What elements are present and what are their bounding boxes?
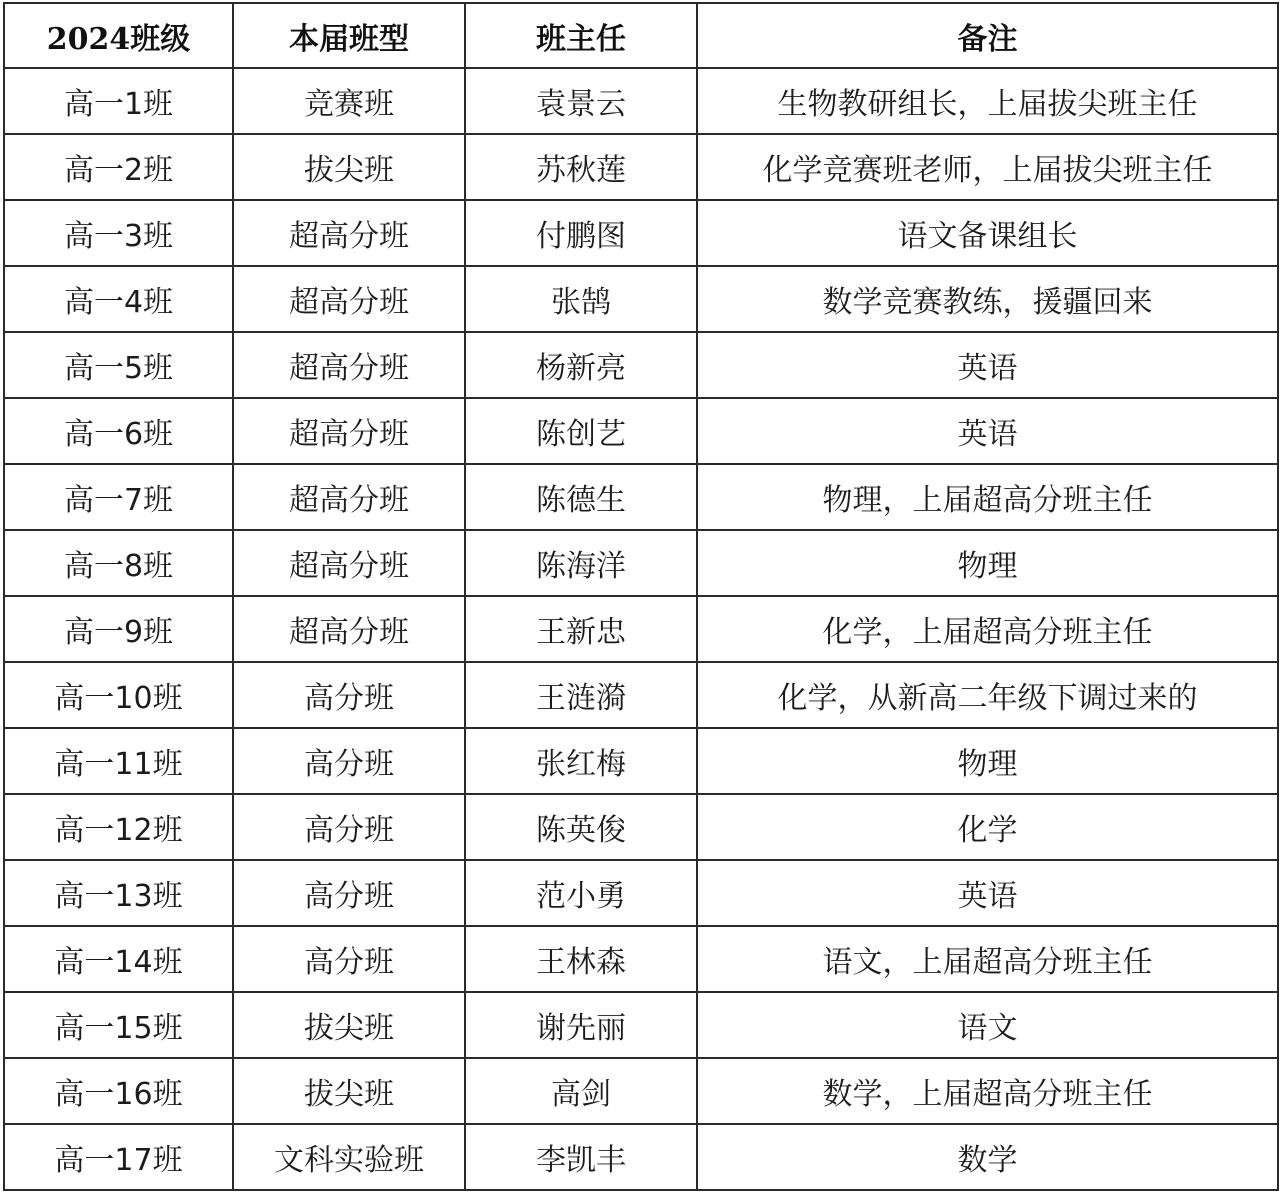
cell-class-type: 高分班: [233, 926, 465, 992]
table-row: [4, 464, 1278, 530]
cell-class-type: 高分班: [233, 662, 465, 728]
cell-remarks: 化学，从新高二年级下调过来的: [697, 662, 1278, 728]
cell-head-teacher: 张鹄: [465, 266, 697, 332]
cell-remarks: 生物教研组长，上届拔尖班主任: [697, 68, 1278, 134]
cell-class: 高一3班: [4, 200, 233, 266]
header-class: 2024班级: [4, 3, 233, 68]
table-row: [4, 860, 1278, 926]
header-class-type: 本届班型: [233, 3, 465, 68]
table-row: [4, 662, 1278, 728]
cell-remarks: 数学竞赛教练，援疆回来: [697, 266, 1278, 332]
cell-class-type: 超高分班: [233, 596, 465, 662]
cell-head-teacher: 袁景云: [465, 68, 697, 134]
cell-class: 高一13班: [4, 860, 233, 926]
cell-remarks: 英语: [697, 398, 1278, 464]
cell-head-teacher: 陈英俊: [465, 794, 697, 860]
cell-class: 高一4班: [4, 266, 233, 332]
cell-class: 高一11班: [4, 728, 233, 794]
table-row: [4, 530, 1278, 596]
table-body: [4, 68, 1278, 1190]
cell-class: 高一7班: [4, 464, 233, 530]
cell-class-type: 超高分班: [233, 398, 465, 464]
cell-remarks: 化学: [697, 794, 1278, 860]
cell-class-type: 拔尖班: [233, 992, 465, 1058]
cell-remarks: 数学，上届超高分班主任: [697, 1058, 1278, 1124]
cell-remarks: 物理: [697, 728, 1278, 794]
cell-head-teacher: 陈创艺: [465, 398, 697, 464]
cell-head-teacher: 范小勇: [465, 860, 697, 926]
cell-head-teacher: 张红梅: [465, 728, 697, 794]
cell-head-teacher: 付鹏图: [465, 200, 697, 266]
cell-class: 高一6班: [4, 398, 233, 464]
cell-class: 高一15班: [4, 992, 233, 1058]
table-row: [4, 794, 1278, 860]
table-row: [4, 596, 1278, 662]
cell-class: 高一9班: [4, 596, 233, 662]
table-row: [4, 926, 1278, 992]
table-row: [4, 68, 1278, 134]
cell-head-teacher: 杨新亮: [465, 332, 697, 398]
table-row: [4, 728, 1278, 794]
cell-head-teacher: 王新忠: [465, 596, 697, 662]
cell-class-type: 拔尖班: [233, 134, 465, 200]
table-row: [4, 134, 1278, 200]
cell-head-teacher: 谢先丽: [465, 992, 697, 1058]
cell-class: 高一16班: [4, 1058, 233, 1124]
cell-class-type: 竞赛班: [233, 68, 465, 134]
cell-remarks: 数学: [697, 1124, 1278, 1190]
cell-head-teacher: 陈海洋: [465, 530, 697, 596]
table-row: [4, 1058, 1278, 1124]
cell-remarks: 物理: [697, 530, 1278, 596]
cell-remarks: 英语: [697, 332, 1278, 398]
table-row: [4, 992, 1278, 1058]
cell-class-type: 高分班: [233, 728, 465, 794]
cell-class-type: 超高分班: [233, 464, 465, 530]
cell-remarks: 化学，上届超高分班主任: [697, 596, 1278, 662]
table-row: [4, 266, 1278, 332]
table-row: [4, 200, 1278, 266]
cell-class: 高一12班: [4, 794, 233, 860]
cell-remarks: 语文备课组长: [697, 200, 1278, 266]
table-header-row: [4, 3, 1278, 68]
table-row: [4, 332, 1278, 398]
cell-class: 高一1班: [4, 68, 233, 134]
cell-class: 高一17班: [4, 1124, 233, 1190]
cell-class-type: 高分班: [233, 794, 465, 860]
header-head-teacher: 班主任: [465, 3, 697, 68]
cell-class-type: 文科实验班: [233, 1124, 465, 1190]
cell-head-teacher: 李凯丰: [465, 1124, 697, 1190]
cell-class: 高一14班: [4, 926, 233, 992]
cell-class: 高一10班: [4, 662, 233, 728]
cell-class-type: 超高分班: [233, 200, 465, 266]
table-row: [4, 1124, 1278, 1190]
cell-remarks: 英语: [697, 860, 1278, 926]
cell-class: 高一2班: [4, 134, 233, 200]
class-teacher-table: [3, 2, 1279, 1191]
cell-head-teacher: 王林森: [465, 926, 697, 992]
table-row: [4, 398, 1278, 464]
cell-class-type: 拔尖班: [233, 1058, 465, 1124]
cell-class-type: 高分班: [233, 860, 465, 926]
cell-head-teacher: 王涟漪: [465, 662, 697, 728]
cell-class: 高一8班: [4, 530, 233, 596]
cell-class-type: 超高分班: [233, 266, 465, 332]
cell-class-type: 超高分班: [233, 530, 465, 596]
cell-head-teacher: 高剑: [465, 1058, 697, 1124]
cell-head-teacher: 陈德生: [465, 464, 697, 530]
class-teacher-table-sheet: [3, 2, 1277, 1199]
cell-head-teacher: 苏秋莲: [465, 134, 697, 200]
cell-remarks: 化学竞赛班老师，上届拔尖班主任: [697, 134, 1278, 200]
cell-class: 高一5班: [4, 332, 233, 398]
cell-class-type: 超高分班: [233, 332, 465, 398]
cell-remarks: 物理，上届超高分班主任: [697, 464, 1278, 530]
header-remarks: 备注: [697, 3, 1278, 68]
cell-remarks: 语文: [697, 992, 1278, 1058]
cell-remarks: 语文，上届超高分班主任: [697, 926, 1278, 992]
